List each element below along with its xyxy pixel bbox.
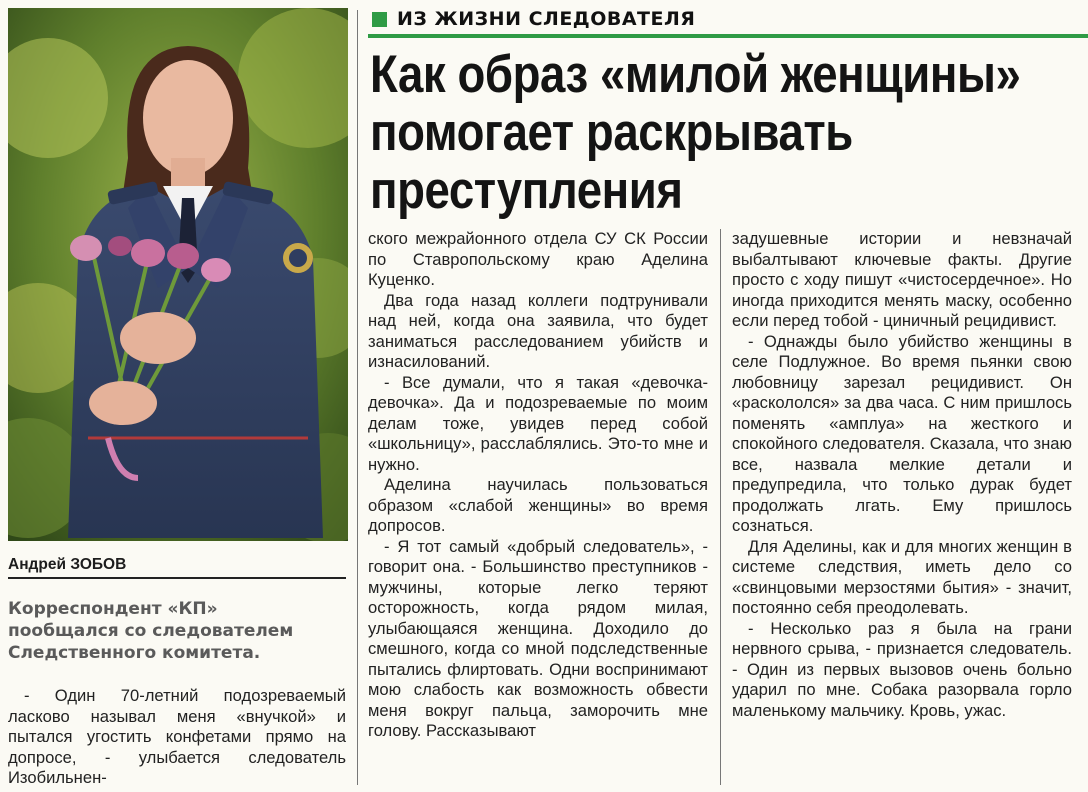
paragraph: Для Аделины, как и для многих женщин в системе следствия, иметь дело со «свинцовыми мерзостями бытия» - значит, постоянно себя преодолевать.: [732, 536, 1072, 617]
article-photo: [8, 8, 348, 541]
paragraph: задушевные истории и невзначай выбалтывают ключевые факты. Другие просто с ходу пишут «чистосердечное». Но иногда приходится менять маску, особенно если перед тобой - циничный рецидивист.: [732, 229, 1072, 330]
lead-line: Следственного комитета.: [8, 643, 261, 663]
paragraph: - Я тот самый «добрый следователь», - говорит она. - Большинство преступников - мужчины, которые легко теряют осторожность, когда рядом милая, улыбающаяся женщина. Доходило до смешного, когда со мной подследственные пытались флиртовать. Одни воспринимают мою слабость как возможность обвести меня вокруг пальца, заморочить мне голову. Рассказывают: [368, 536, 708, 740]
headline-line: помогает раскрывать: [370, 103, 853, 162]
column-divider: [720, 229, 721, 785]
paragraph: - Один 70-летний подозреваемый ласково называл меня «внучкой» и пытался угостить конфетами прямо на допросе, - улыбается следователь Изобильнен-: [8, 686, 346, 787]
text-column-3: [732, 229, 1072, 721]
headline-line: преступления: [370, 161, 683, 220]
rubric: [372, 6, 695, 32]
author-byline: Андрей ЗОБОВ: [8, 556, 346, 579]
column-divider: [357, 10, 358, 785]
paragraph: - Несколько раз я была на грани нервного срыва, - признается следователь. - Один из первых вызовов очень больно ударил по мне. Собака разорвала горло маленькому мальчику. Кровь, ужас.: [732, 618, 1072, 720]
rubric-marker: [372, 12, 387, 27]
investigator-portrait: [8, 8, 348, 541]
paragraph: - Однажды было убийство женщины в селе Подлужное. Во время пьянки свою любовницу зарезал рецидивист. Он «раскололся» за два часа. С ним пришлось поменять «амплуа» на жесткого и спокойного следователя. Сказала, что знаю все, назвала мелкие детали и предупредила, что только дурак будет продолжать лгать. Ему пришлось сознаться.: [732, 331, 1072, 535]
lead-line: Корреспондент «КП»: [8, 599, 218, 619]
rubric-rule: [368, 34, 1088, 38]
rubric-label: ИЗ ЖИЗНИ СЛЕДОВАТЕЛЯ: [397, 8, 696, 30]
paragraph: Аделина научилась пользоваться образом «слабой женщины» во время допросов.: [368, 475, 708, 535]
lead-line: пообщался со следователем: [8, 621, 294, 641]
article-lead: [8, 598, 338, 664]
paragraph: - Все думали, что я такая «девочка-девочка». Да и подозреваемые по моим делам тоже, увидев перед собой «школьницу», расслаблялись. Это-то мне и нужно.: [368, 372, 708, 474]
text-column-2: [368, 229, 708, 742]
paragraph: Два года назад коллеги подтрунивали над ней, когда она заявила, что будет заниматься расследованием убийств и изнасилований.: [368, 290, 708, 371]
text-column-1: [8, 686, 346, 789]
headline-line: Как образ «милой женщины»: [370, 45, 1021, 104]
paragraph: ского межрайонного отдела СУ СК России по Ставропольскому краю Аделина Куценко.: [368, 229, 708, 289]
article-headline: [370, 45, 1021, 220]
